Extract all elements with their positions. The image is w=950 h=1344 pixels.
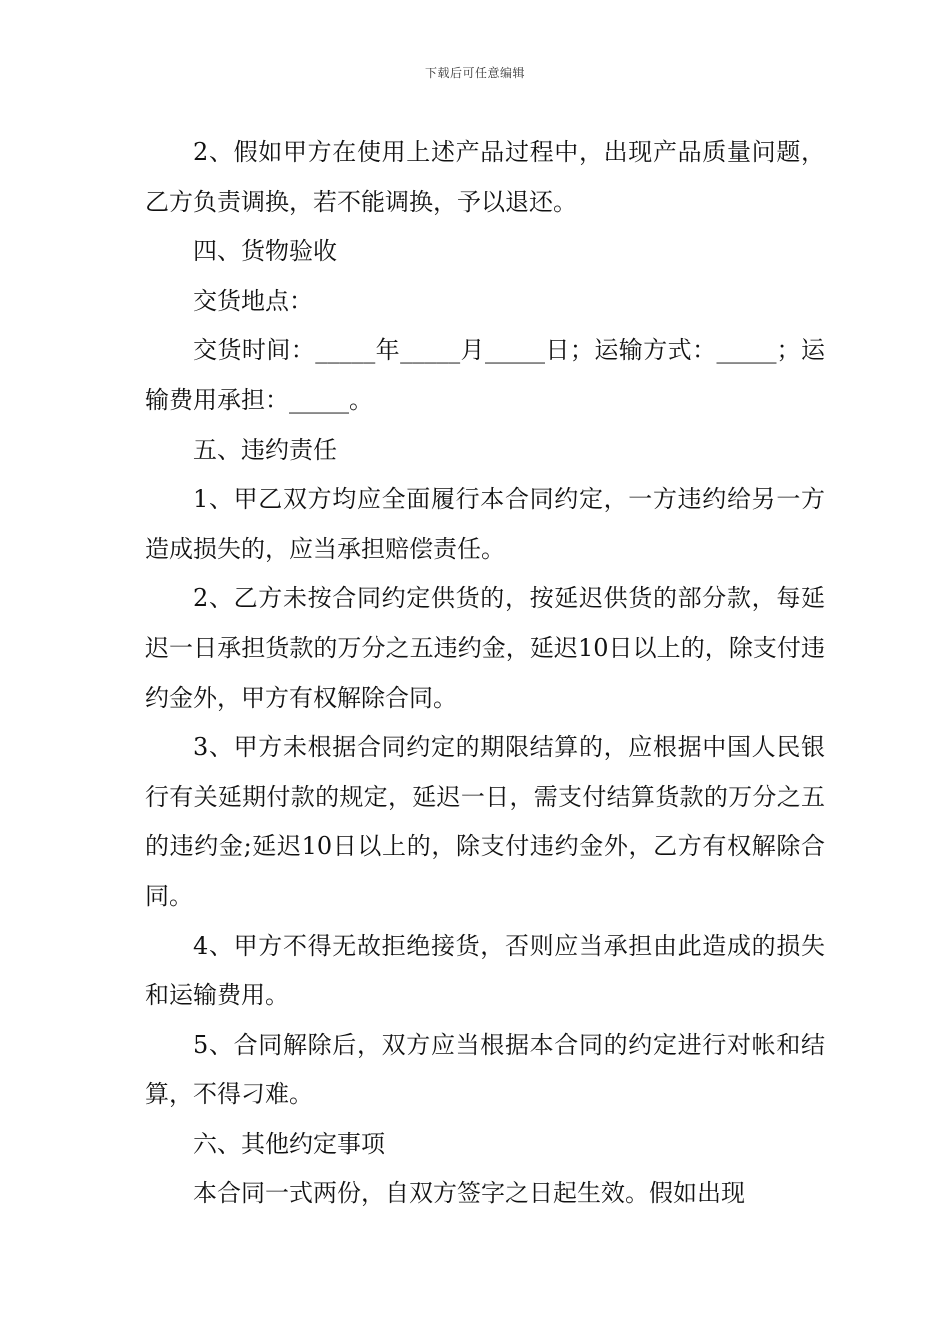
document-body — [145, 128, 825, 1219]
section-heading-other: 六、其他约定事项 — [193, 1129, 385, 1158]
paragraph-breach-1: 1、甲乙双方均应全面履行本合同约定，一方违约给另一方造成损失的，应当承担赔偿责任。 — [145, 485, 825, 563]
paragraph-effective: 本合同一式两份，自双方签字之日起生效。假如出现 — [193, 1179, 745, 1208]
paragraph-breach-3: 3、甲方未根据合同约定的期限结算的，应根据中国人民银行有关延期付款的规定，延迟一日，需支付结算货款的万分之五的违约金;延迟10日以上的，除支付违约金外，乙方有权解除合同。 — [145, 733, 825, 910]
paragraph-delivery-location: 交货地点： — [193, 286, 313, 315]
section-heading-breach: 五、违约责任 — [193, 435, 337, 464]
paragraph-breach-4: 4、甲方不得无故拒绝接货，否则应当承担由此造成的损失和运输费用。 — [145, 931, 825, 1010]
paragraph-breach-5: 5、合同解除后，双方应当根据本合同的约定进行对帐和结算，不得刁难。 — [145, 1030, 825, 1109]
paragraph-breach-2: 2、乙方未按合同约定供货的，按延迟供货的部分款，每延迟一日承担货款的万分之五违约金，延迟10日以上的，除支付违约金外，甲方有权解除合同。 — [145, 584, 825, 712]
page-header: 下载后可任意编辑 — [424, 66, 525, 80]
paragraph-quality-issue: 2、假如甲方在使用上述产品过程中，出现产品质量问题，乙方负责调换，若不能调换，予以退还。 — [145, 138, 825, 216]
paragraph-delivery-time: 交货时间：_____年_____月_____日；运输方式：_____；运输费用承担：_____。 — [145, 336, 825, 414]
section-heading-inspection: 四、货物验收 — [193, 237, 337, 266]
